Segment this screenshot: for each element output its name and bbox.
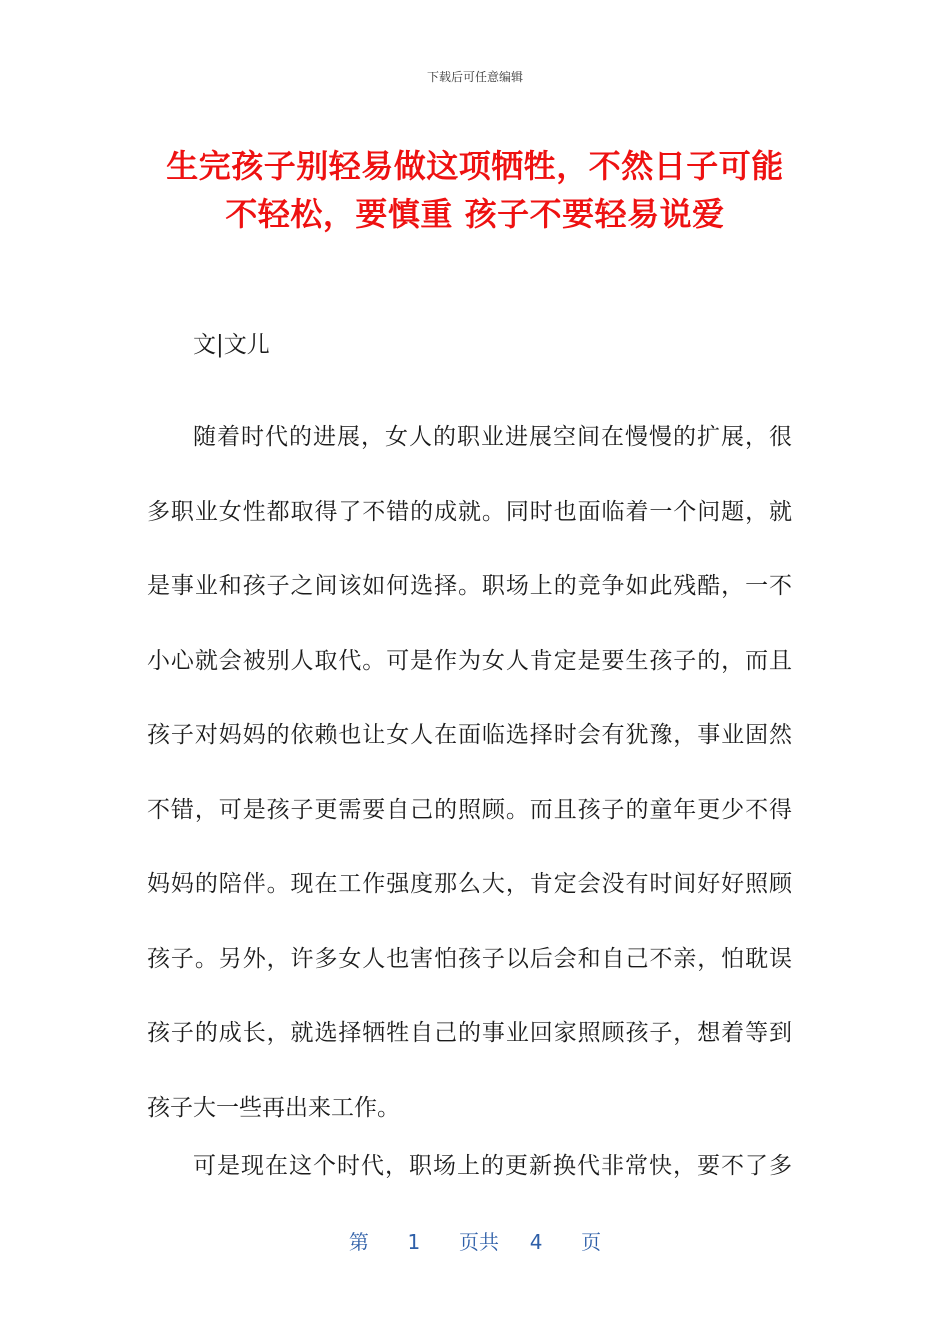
paragraph-line: 多职业女性都取得了不错的成就。同时也面临着一个问题，就 <box>147 498 792 525</box>
footer-page-total: 4 <box>529 1230 543 1254</box>
paragraph-line: 可是现在这个时代，职场上的更新换代非常快，要不了多 <box>193 1153 792 1179</box>
paragraph-line: 小心就会被别人取代。可是作为女人肯定是要生孩子的，而且 <box>147 647 792 674</box>
paragraph-2 <box>147 1146 792 1186</box>
title-line-2: 不轻松，要慎重 孩子不要轻易说爱 <box>225 195 725 233</box>
author-byline: 文|文儿 <box>193 332 270 358</box>
paragraph-line: 不错，可是孩子更需要自己的照顾。而且孩子的童年更少不得 <box>147 796 792 823</box>
paragraph-line: 是事业和孩子之间该如何选择。职场上的竞争如此残酷，一不 <box>147 573 792 599</box>
footer-page-prefix: 第 <box>348 1230 369 1254</box>
paragraph-1 <box>147 400 792 1145</box>
paragraph-line: 随着时代的进展，女人的职业进展空间在慢慢的扩展，很 <box>193 424 792 450</box>
paragraph-line: 孩子。另外，许多女人也害怕孩子以后会和自己不亲，怕耽误 <box>147 945 792 972</box>
header-note: 下载后可任意编辑 <box>426 70 523 84</box>
paragraph-line: 孩子大一些再出来工作。 <box>147 1094 400 1121</box>
document-title <box>120 142 830 238</box>
paragraph-line: 孩子对妈妈的依赖也让女人在面临选择时会有犹豫，事业固然 <box>147 722 792 748</box>
footer-page-number: 1 <box>407 1230 421 1254</box>
paragraph-line: 孩子的成长，就选择牺牲自己的事业回家照顾孩子，想着等到 <box>147 1020 792 1046</box>
title-line-1: 生完孩子别轻易做这项牺牲，不然日子可能 <box>166 147 784 185</box>
footer-page-suffix: 页 <box>581 1230 602 1254</box>
paragraph-line: 妈妈的陪伴。现在工作强度那么大，肯定会没有时间好好照顾 <box>147 871 792 897</box>
footer-page-mid: 页共 <box>459 1230 499 1254</box>
page-footer <box>0 1226 950 1255</box>
